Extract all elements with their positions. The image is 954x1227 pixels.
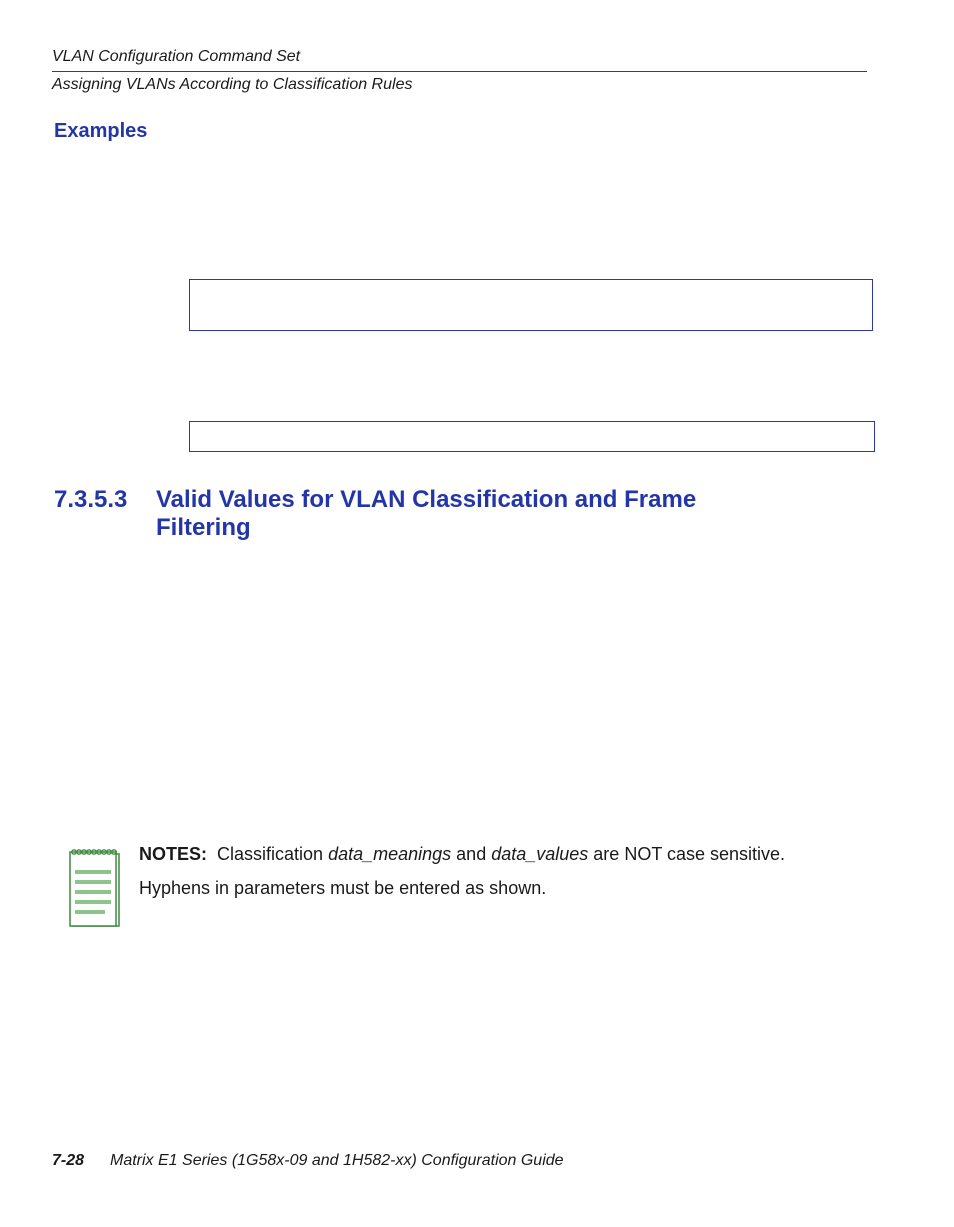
notepad-icon bbox=[69, 848, 121, 928]
examples-heading: Examples bbox=[54, 120, 148, 142]
code-example-box-1 bbox=[189, 279, 873, 331]
note-label: NOTES: bbox=[139, 844, 208, 864]
footer-book-title: Matrix E1 Series (1G58x-09 and 1H582-xx) Configuration Guide bbox=[110, 1152, 564, 1169]
note-text-3: are NOT case sensitive. bbox=[588, 844, 786, 864]
running-header-chapter: VLAN Configuration Command Set bbox=[52, 48, 301, 65]
note-line-2: Hyphens in parameters must be entered as shown. bbox=[139, 878, 547, 898]
note-text-1: Classification bbox=[217, 844, 329, 864]
note-line-1 bbox=[139, 844, 785, 865]
running-header-section: Assigning VLANs According to Classification Rules bbox=[52, 76, 413, 93]
header-rule bbox=[52, 71, 867, 72]
section-number: 7.3.5.3 bbox=[54, 486, 128, 513]
code-example-box-2 bbox=[189, 421, 875, 452]
note-term-meanings: data_meanings bbox=[328, 844, 452, 864]
footer-page-number: 7-28 bbox=[52, 1152, 85, 1169]
note-text-2: and bbox=[451, 844, 492, 864]
note-term-values: data_values bbox=[491, 844, 589, 864]
section-title: Valid Values for VLAN Classification and Frame Filtering bbox=[156, 486, 697, 541]
